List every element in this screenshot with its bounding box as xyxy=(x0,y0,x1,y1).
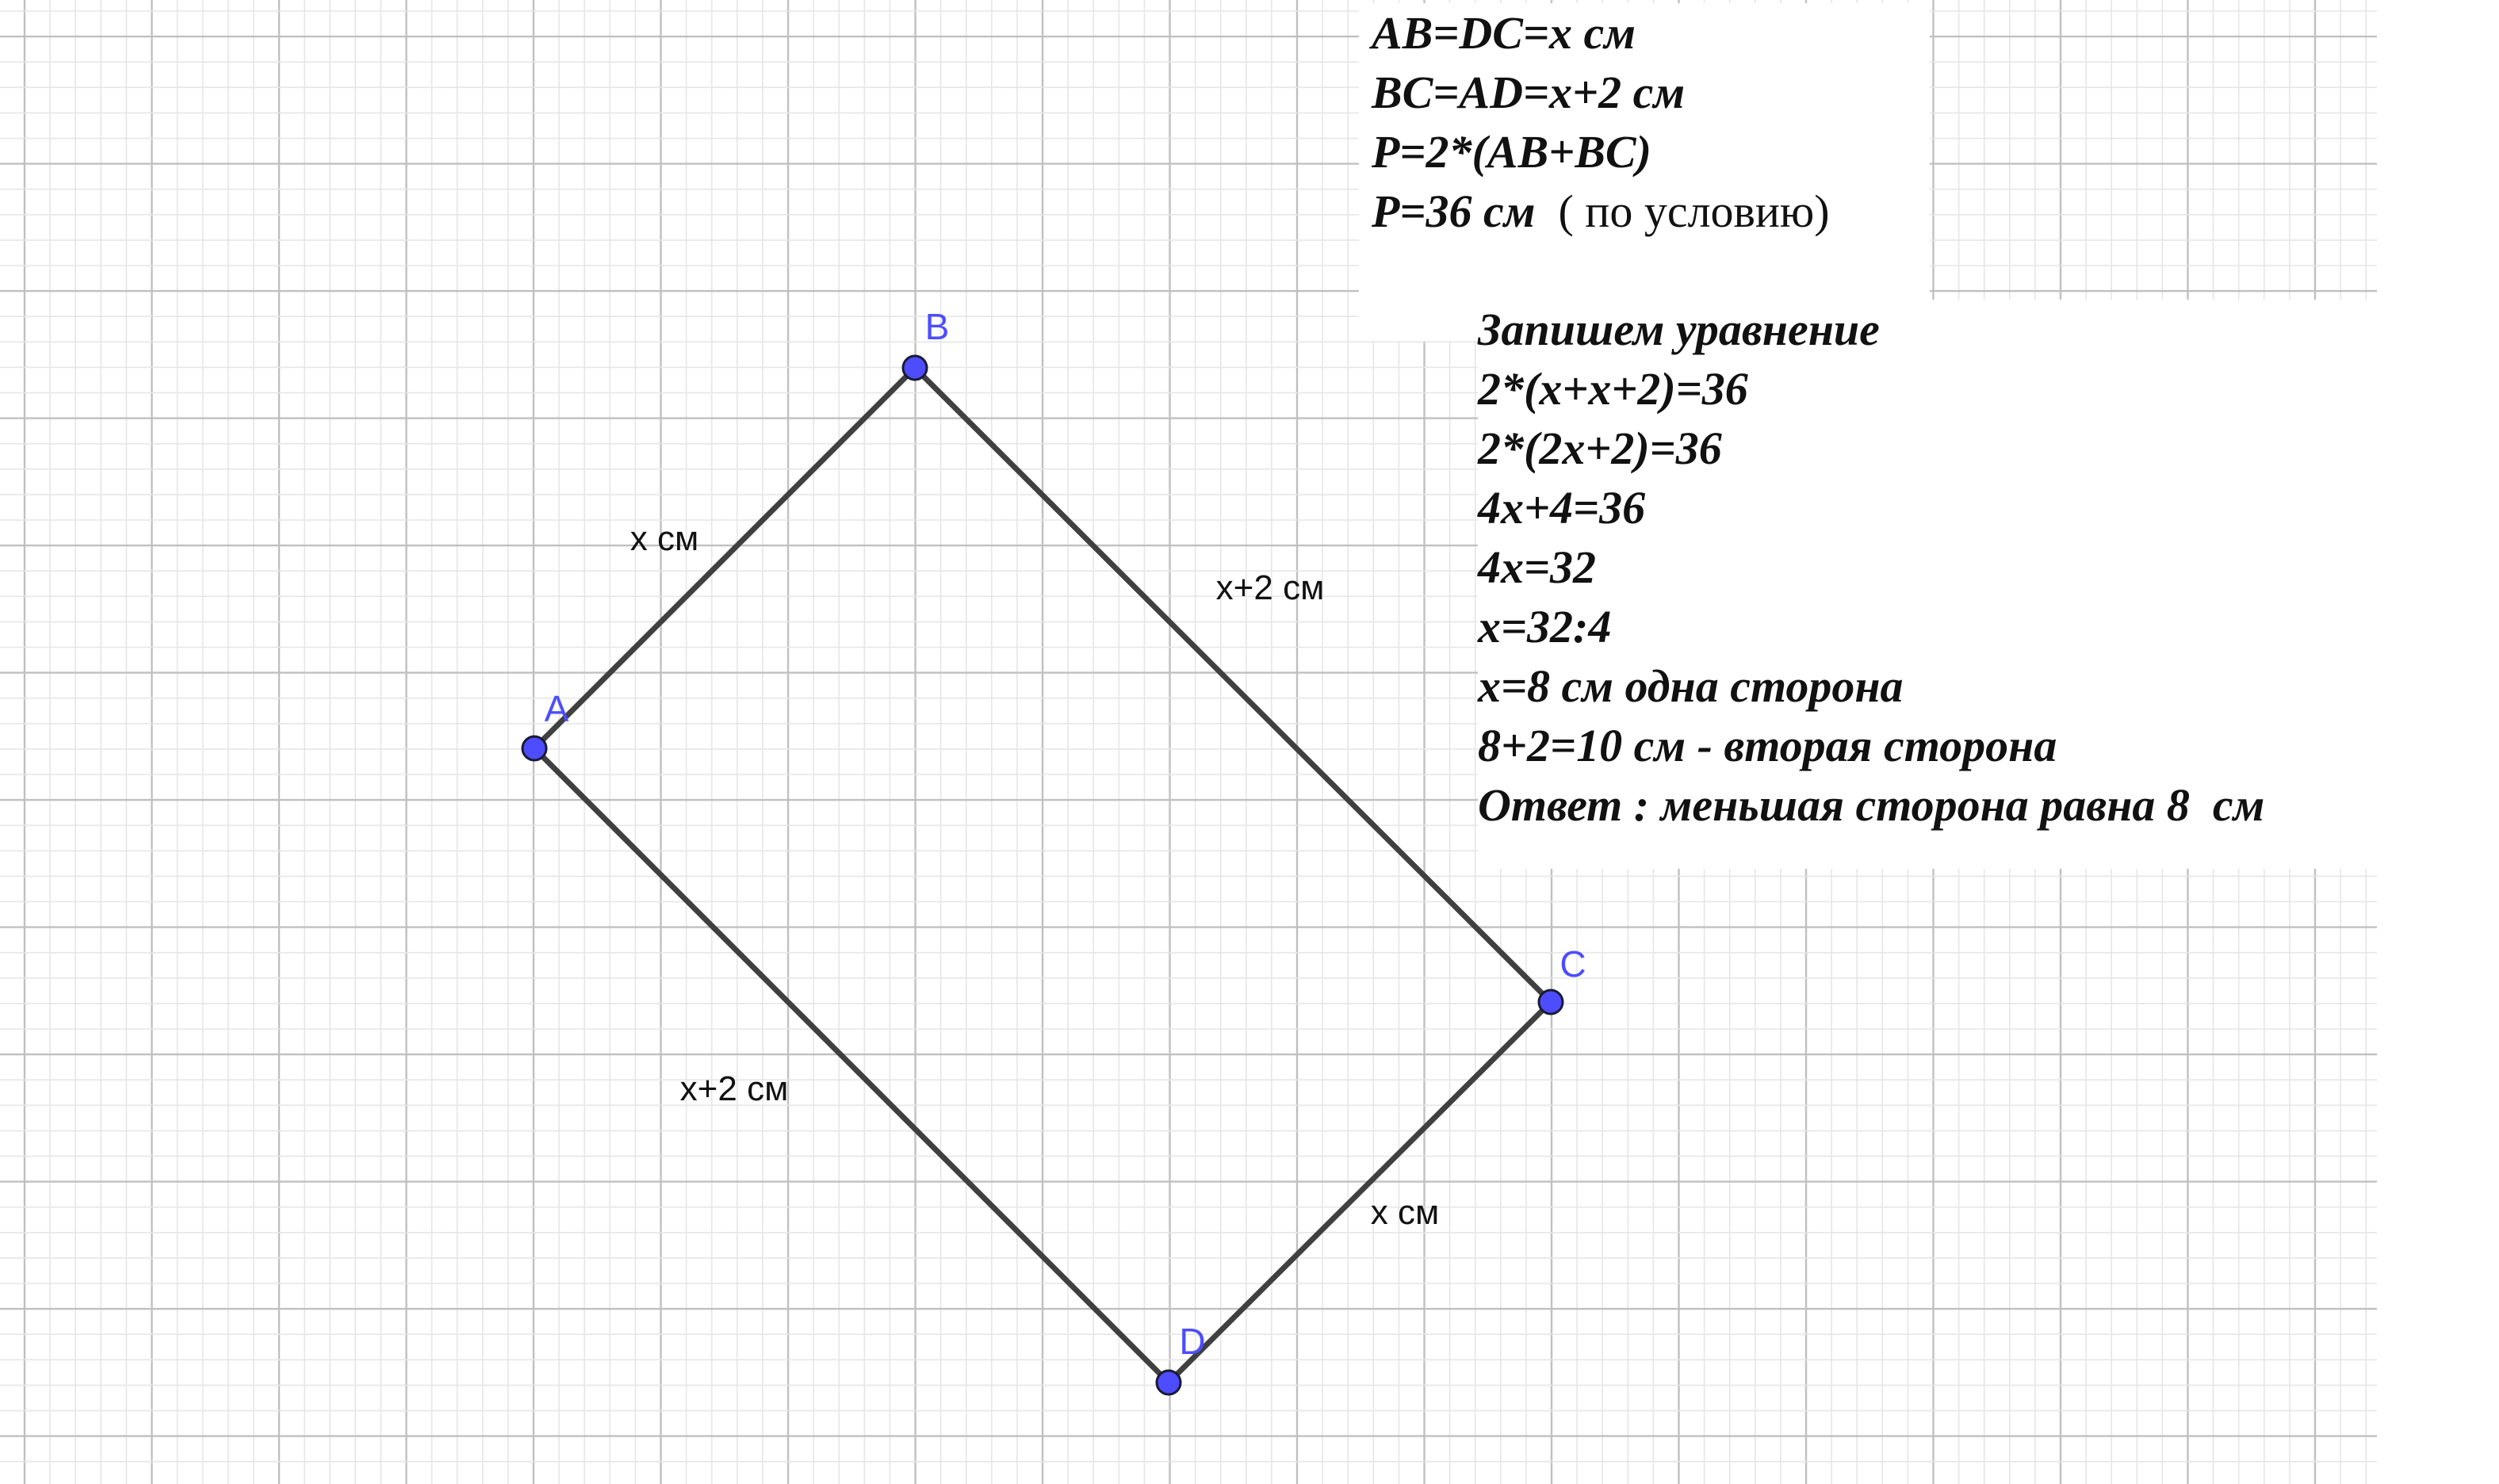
given-line-3: P=2*(AB+BC) xyxy=(1372,126,1651,178)
segment-AB xyxy=(534,368,915,748)
point-label-D: D xyxy=(1179,1321,1206,1362)
solution-line-4: 4x+4=36 xyxy=(1478,482,1646,534)
solution-line-9: Ответ : меньшая сторона равна 8 см xyxy=(1478,779,2265,831)
point-A[interactable] xyxy=(522,736,546,760)
given-line-1: AB=DC=x см xyxy=(1372,7,1636,59)
point-label-B: B xyxy=(924,306,950,347)
given-line-4: P=36 см ( по условию) xyxy=(1372,186,1830,237)
solution-line-3: 2*(2x+2)=36 xyxy=(1478,423,1722,474)
side-label-CD: x см xyxy=(1370,1193,1440,1232)
solution-line-7: x=8 см одна сторона xyxy=(1478,660,1904,712)
side-label-AB: x см xyxy=(630,519,699,558)
solution-line-5: 4x=32 xyxy=(1478,541,1597,593)
point-label-A: A xyxy=(544,688,569,729)
solution-line-1: Запишем уравнение xyxy=(1478,304,1880,355)
point-label-C: C xyxy=(1559,943,1586,985)
segment-BC xyxy=(915,368,1551,1002)
solution-panel xyxy=(1478,300,2429,869)
point-D[interactable] xyxy=(1157,1371,1181,1394)
given-panel xyxy=(1359,3,1930,341)
given-note: ( по условию) xyxy=(1558,186,1830,237)
side-label-DA: x+2 см xyxy=(679,1069,789,1108)
segment-DA xyxy=(534,748,1169,1383)
solution-line-2: 2*(x+x+2)=36 xyxy=(1478,363,1748,415)
solution-line-6: x=32:4 xyxy=(1478,601,1612,652)
solution-line-8: 8+2=10 см - вторая сторона xyxy=(1478,720,2057,771)
point-B[interactable] xyxy=(903,356,927,380)
given-line-2: BC=AD=x+2 см xyxy=(1372,67,1686,118)
point-C[interactable] xyxy=(1539,990,1563,1014)
side-label-BC: x+2 см xyxy=(1215,568,1325,607)
segment-CD xyxy=(1169,1002,1551,1383)
